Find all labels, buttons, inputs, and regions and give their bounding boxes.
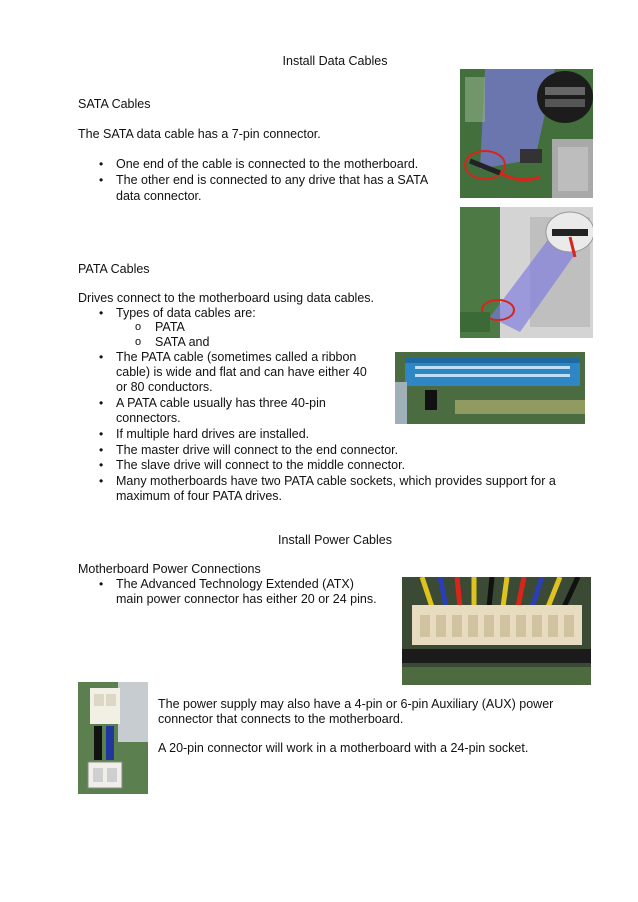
aux-paragraph-line-1: The power supply may also have a 4-pin or 6-pin Auxiliary (AUX) power <box>158 697 554 711</box>
pata-bullet-slave: The slave drive will connect to the middle connector. <box>116 458 406 472</box>
sub-bullet: o <box>135 336 142 348</box>
pata-bullet-connectors-line-1: A PATA cable usually has three 40-pin <box>116 396 326 410</box>
pata-type-pata: PATA <box>155 320 185 334</box>
aux-paragraph-line-2: connector that connects to the motherboard. <box>158 712 404 726</box>
atx-bullet-line-1: The Advanced Technology Extended (ATX) <box>116 577 354 591</box>
sata-motherboard-illustration <box>460 69 593 198</box>
bullet: • <box>99 350 104 364</box>
bullet: • <box>99 458 104 472</box>
sata-drive-illustration <box>460 207 593 338</box>
pata-ribbon-illustration <box>395 352 585 424</box>
pata-bullet-sockets-line-1: Many motherboards have two PATA cable sockets, which provides support for a <box>116 474 556 488</box>
pata-bullet-ribbon-line-1: The PATA cable (sometimes called a ribbon <box>116 350 357 364</box>
bullet: • <box>99 173 104 187</box>
sata-bullet-1: One end of the cable is connected to the motherboard. <box>116 157 419 171</box>
sata-drive-image <box>460 207 593 338</box>
pin-compat-paragraph: A 20-pin connector will work in a motherboard with a 24-pin socket. <box>158 741 529 755</box>
bullet: • <box>99 427 104 441</box>
pata-ribbon-image <box>395 352 585 424</box>
pata-bullet-connectors-line-2: connectors. <box>116 411 181 425</box>
atx-bullet-line-2: main power connector has either 20 or 24 pins. <box>116 592 377 606</box>
sata-motherboard-image <box>460 69 593 198</box>
atx-connector-illustration <box>402 577 591 685</box>
bullet: • <box>99 443 104 457</box>
pata-bullet-master: The master drive will connect to the end connector. <box>116 443 399 457</box>
sata-intro: The SATA data cable has a 7-pin connector. <box>78 127 321 141</box>
pata-bullet-sockets-line-2: maximum of four PATA drives. <box>116 489 283 503</box>
heading-install-data-cables: Install Data Cables <box>282 54 388 68</box>
pata-bullet-types: Types of data cables are: <box>116 306 256 320</box>
sata-cables-title: SATA Cables <box>78 97 151 111</box>
aux-connector-illustration <box>78 682 148 794</box>
bullet: • <box>99 474 104 488</box>
sata-bullet-2-line-2: data connector. <box>116 189 202 203</box>
heading-install-power-cables: Install Power Cables <box>278 533 392 547</box>
pata-cables-title: PATA Cables <box>78 262 150 276</box>
atx-connector-image <box>402 577 591 685</box>
pata-type-sata: SATA and <box>155 335 210 349</box>
motherboard-power-title: Motherboard Power Connections <box>78 562 261 576</box>
pata-bullet-ribbon-line-2: cable) is wide and flat and can have either 40 <box>116 365 367 379</box>
bullet: • <box>99 577 104 591</box>
pata-intro: Drives connect to the motherboard using data cables. <box>78 291 375 305</box>
pata-bullet-ribbon-line-3: or 80 conductors. <box>116 380 213 394</box>
sata-bullet-2-line-1: The other end is connected to any drive that has a SATA <box>116 173 429 187</box>
pata-bullet-multiple: If multiple hard drives are installed. <box>116 427 310 441</box>
bullet: • <box>99 306 104 320</box>
aux-connector-image <box>78 682 148 794</box>
sub-bullet: o <box>135 321 142 333</box>
bullet: • <box>99 396 104 410</box>
bullet: • <box>99 157 104 171</box>
